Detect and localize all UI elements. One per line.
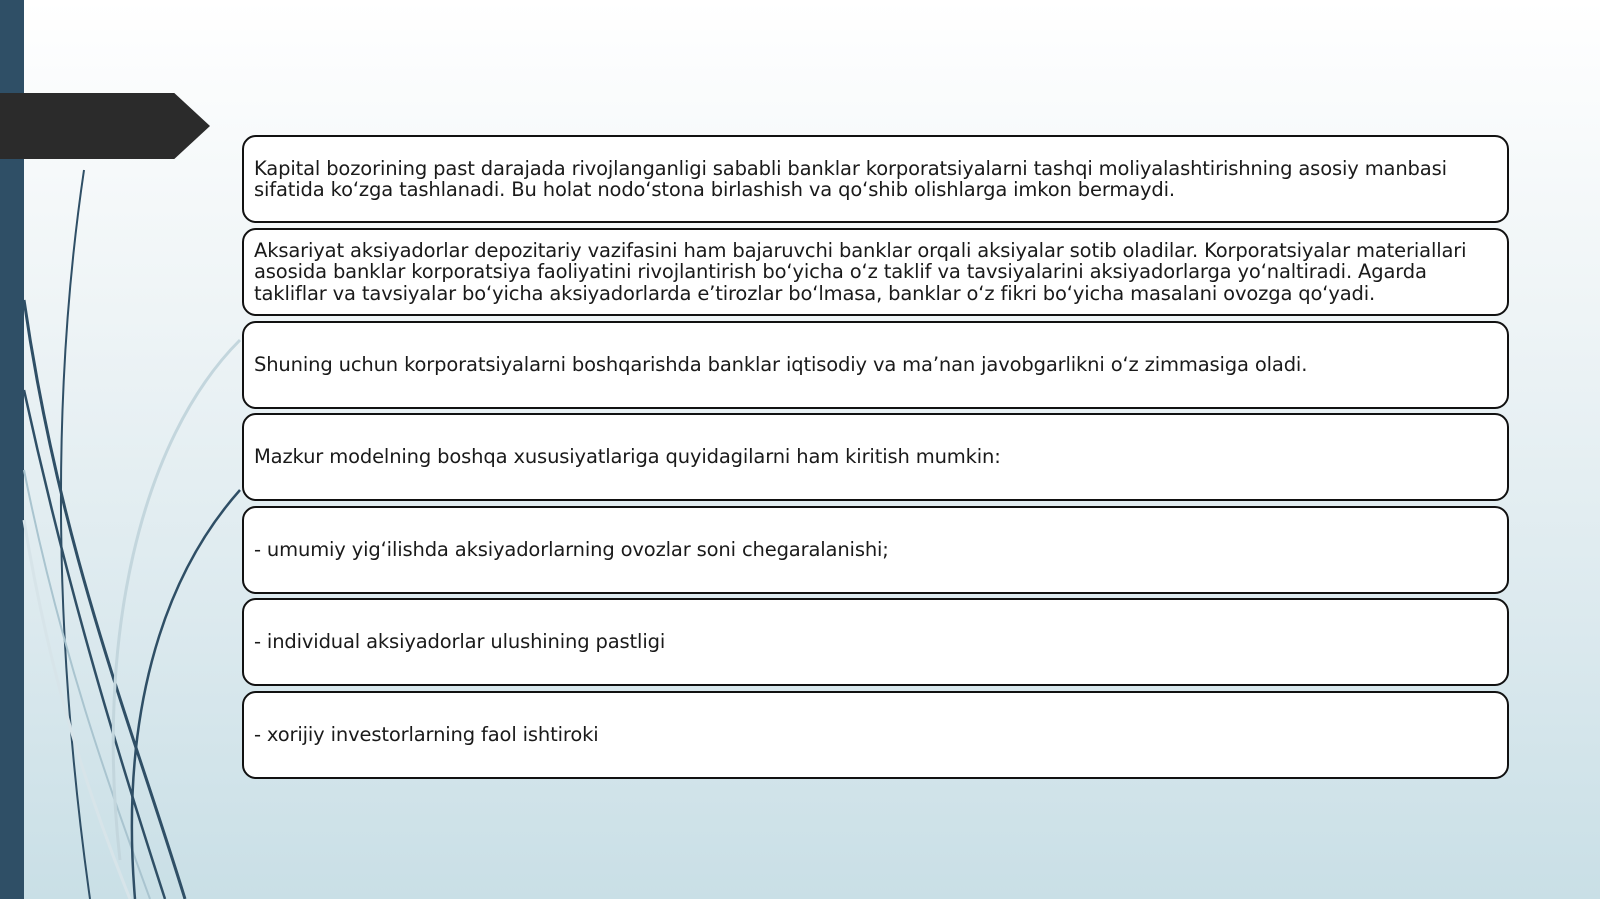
text-box-5-text: - umumiy yig‘ilishda aksiyadorlarning ovozlar soni chegaralanishi; [254,538,889,562]
text-box-7 [242,691,1509,779]
text-box-3 [242,321,1509,409]
text-box-2-text: Aksariyat aksiyadorlar depozitariy vazifasini ham bajaruvchi banklar orqali aksiyalar sotib oladilar. Korporatsiyalar materiallari asosida banklar korporatsiya faoliyatini rivojlantirish bo‘yicha o‘z taklif va tavsiyalarini aksiyadorlarga yo‘naltiradi. Agarda takliflar va tavsiyalar bo‘yicha aksiyadorlarda e’tirozlar bo‘lmasa, banklar o‘z fikri bo‘yicha masalani ovozga qo‘yadi. [254,238,1467,305]
title-arrow-tab [0,93,210,159]
text-box-6 [242,598,1509,686]
text-box-1 [242,135,1509,223]
text-box-2 [242,228,1509,316]
text-box-4 [242,413,1509,501]
text-box-6-text: - individual aksiyadorlar ulushining pastligi [254,630,666,654]
text-box-4-text: Mazkur modelning boshqa xususiyatlariga quyidagilarni ham kiritish mumkin: [254,445,1001,469]
text-box-5 [242,506,1509,594]
text-box-1-text: Kapital bozorining past darajada rivojlanganligi sababli banklar korporatsiyalarni tashqi moliyalashtirishning asosiy manbasi sifatida ko‘zga tashlanadi. Bu holat nodo‘stona birlashish va qo‘shib olishlarga imkon bermaydi. [254,156,1447,201]
text-box-3-text: Shuning uchun korporatsiyalarni boshqarishda banklar iqtisodiy va ma’nan javobgarlikni o‘z zimmasiga oladi. [254,353,1308,377]
text-box-7-text: - xorijiy investorlarning faol ishtiroki [254,723,599,747]
